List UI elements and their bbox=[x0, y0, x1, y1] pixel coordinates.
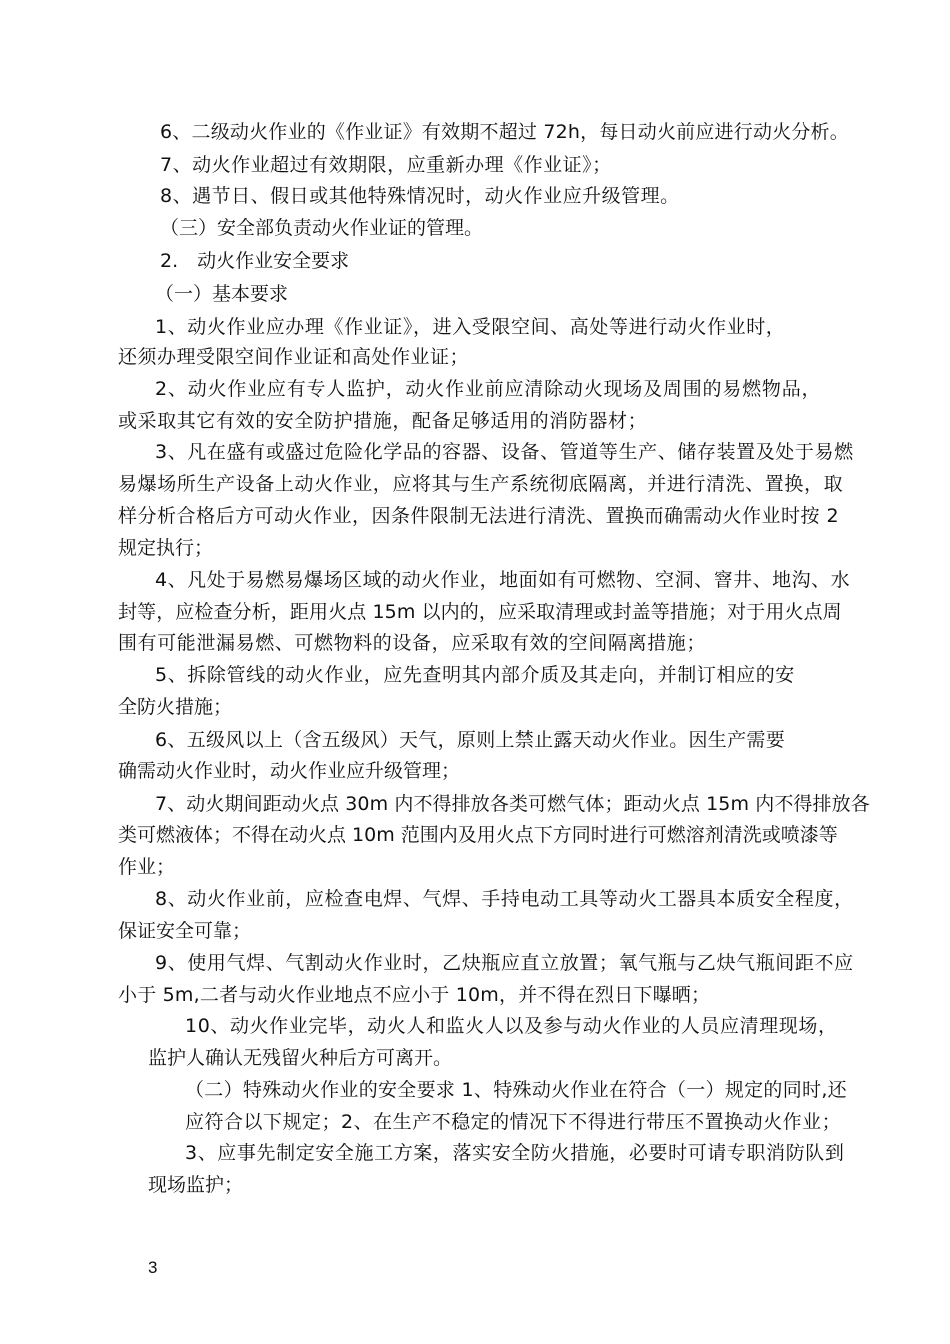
text-line: 1、动火作业应办理《作业证》，进入受限空间、高处等进行动火作业时， bbox=[155, 316, 786, 338]
text-line: （二）特殊动火作业的安全要求 1、特殊动火作业在符合（一）规定的同时,还 bbox=[185, 1079, 847, 1101]
text-line: 作业； bbox=[118, 856, 176, 878]
text-line: 6、五级风以上（含五级风）天气，原则上禁止露天动火作业。因生产需要 bbox=[155, 729, 785, 751]
text-line: 10、动火作业完毕，动火人和监火人以及参与动火作业的人员应清理现场， bbox=[185, 1015, 838, 1037]
text-line: 易爆场所生产设备上动火作业，应将其与生产系统彻底隔离，并进行清洗、置换，取 bbox=[118, 473, 844, 495]
section-heading: 2. 动火作业安全要求 bbox=[160, 250, 350, 272]
text-line: 8、遇节日、假日或其他特殊情况时，动火作业应升级管理。 bbox=[160, 185, 680, 207]
text-line: 2、动火作业应有专人监护，动火作业前应清除动火现场及周围的易燃物品， bbox=[155, 378, 822, 400]
section-heading: （三）安全部负责动火作业证的管理。 bbox=[160, 217, 484, 239]
text-line: 5、拆除管线的动火作业，应先查明其内部介质及其走向，并制订相应的安 bbox=[155, 664, 795, 686]
text-line: 9、使用气焊、气割动火作业时，乙炔瓶应直立放置；氧气瓶与乙炔气瓶间距不应 bbox=[155, 952, 854, 974]
text-line: 3、凡在盛有或盛过危险化学品的容器、设备、管道等生产、储存装置及处于易燃 bbox=[155, 441, 854, 463]
text-line: 小于 5m,二者与动火作业地点不应小于 10m，并不得在烈日下曝晒； bbox=[118, 984, 711, 1006]
text-line: 围有可能泄漏易燃、可燃物料的设备，应采取有效的空间隔离措施； bbox=[118, 632, 707, 654]
text-line: 6、二级动火作业的《作业证》有效期不超过 72h，每日动火前应进行动火分析。 bbox=[160, 121, 849, 143]
text-line: 封等，应检查分析，距用火点 15m 以内的，应采取清理或封盖等措施；对于用火点周 bbox=[118, 601, 842, 623]
text-line: 7、动火期间距动火点 30m 内不得排放各类可燃气体；距动火点 15m 内不得排放各 bbox=[155, 793, 870, 815]
text-line: 还须办理受限空间作业证和高处作业证； bbox=[118, 346, 470, 368]
text-line: 全防火措施； bbox=[118, 696, 233, 718]
section-heading: （一）基本要求 bbox=[155, 283, 289, 305]
text-line: 类可燃液体；不得在动火点 10m 范围内及用火点下方同时进行可燃溶剂清洗或喷漆等 bbox=[118, 824, 838, 846]
text-line: 规定执行； bbox=[118, 537, 214, 559]
text-line: 确需动火作业时，动火作业应升级管理； bbox=[118, 760, 461, 782]
text-line: 8、动火作业前，应检查电焊、气焊、手持电动工具等动火工器具本质安全程度， bbox=[155, 888, 854, 910]
text-line: 监护人确认无残留火种后方可离开。 bbox=[148, 1047, 453, 1069]
page-number: 3 bbox=[148, 1258, 158, 1277]
text-line: 3、应事先制定安全施工方案，落实安全防火措施，必要时可请专职消防队到 bbox=[185, 1142, 845, 1164]
text-line: 现场监护； bbox=[148, 1174, 244, 1196]
text-line: 7、动火作业超过有效期限，应重新办理《作业证》； bbox=[160, 154, 612, 176]
text-line: 样分析合格后方可动火作业，因条件限制无法进行清洗、置换而确需动火作业时按 2 bbox=[118, 505, 840, 527]
text-line: 保证安全可靠； bbox=[118, 920, 252, 942]
text-line: 4、凡处于易燃易爆场区域的动火作业，地面如有可燃物、空洞、窨井、地沟、水 bbox=[155, 569, 851, 591]
text-line: 应符合以下规定；2、在生产不稳定的情况下不得进行带压不置换动火作业； bbox=[185, 1111, 842, 1133]
text-line: 或采取其它有效的安全防护措施，配备足够适用的消防器材； bbox=[118, 410, 648, 432]
